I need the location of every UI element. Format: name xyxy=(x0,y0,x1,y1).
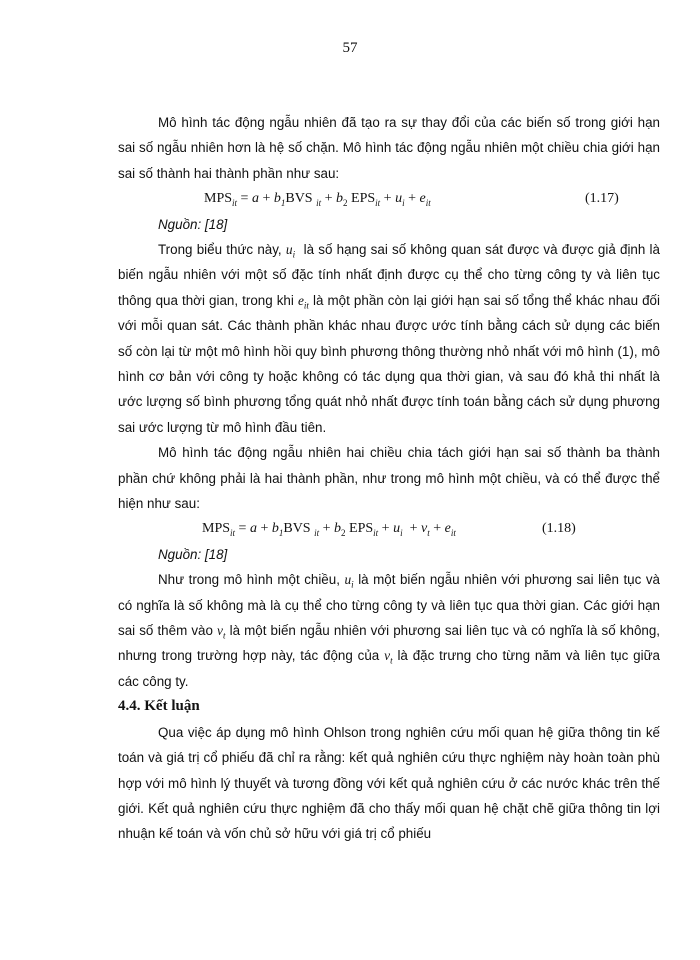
equation-number: (1.17) xyxy=(585,191,619,207)
source-citation: Nguồn: [18] xyxy=(158,546,228,562)
page-number: 57 xyxy=(342,40,358,56)
paragraph-conclusion: Qua việc áp dụng mô hình Ohlson trong nghiên cứu mối quan hệ giữa thông tin kế toán và giá trị cổ phiếu đã chỉ ra rằng: kết quả nghiên cứu thực nghiệm này hoàn toàn phù hợp với mô hình lý thuyết và tương đồng với kết quả nghiên cứu ở các nước khác trên thế giới. Kết quả nghiên cứu thực nghiệm đã cho thấy mối quan hệ chặt chẽ giữa thông tin lợi nhuận kế toán và vốn chủ sở hữu với giá trị cổ phiếu xyxy=(118,724,660,842)
paragraph-one-way-comparison: Như trong mô hình một chiều, $u_i$ là một biến ngẫu nhiên với phương sai liên tục và có nghĩa là số không mà là cụ thể cho từng công ty và liên tục qua thời gian. Các giới hạn sai số thêm vào $v_t$ là một biến ngẫu nhiên với phương sai liên tục và có nghĩa là số không, nhưng trong trường hợp này, tác động của $v_t$ là đặc trưng cho từng năm và liên tục giữa các công ty. xyxy=(118,572,661,689)
formula-1-18 xyxy=(118,516,660,541)
paragraph-random-effects-intro: Mô hình tác động ngẫu nhiên đã tạo ra sự thay đổi của các biến số trong giới hạn sai số ngẫu nhiên hơn là hệ số chặn. Mô hình tác động ngẫu nhiên một chiều chia giới hạn sai số thành hai thành phần như sau: xyxy=(118,115,660,181)
paragraph-two-way-model: Mô hình tác động ngẫu nhiên hai chiều chia tách giới hạn sai số thành ba thành phần chứ không phải là hai thành phần, như trong mô hình một chiều, và có thể được thể hiện như sau: xyxy=(118,445,660,512)
section-heading-conclusion: 4.4. Kết luận xyxy=(118,698,200,715)
formula-expression: $MPS_{it} = a + b_1BVS$ $_{it} + b_2$ $EPS_{it} + u_i + e_{it}$ xyxy=(204,191,431,209)
formula-1-17 xyxy=(118,186,660,211)
equation-number: (1.18) xyxy=(542,521,576,537)
source-citation: Nguồn: [18] xyxy=(158,216,228,232)
formula-expression: $MPS_{it} = a + b_1BVS$ $_{it} + b_2$ $EPS_{it} + u_i + v_t + e_{it}$ xyxy=(202,521,456,539)
paragraph-expression-explanation: Trong biểu thức này, $u_i$ là số hạng sai số không quan sát được và được giả định là biến ngẫu nhiên với một số đặc tính nhất định được cụ thể cho từng công ty và liên tục thông qua thời gian, trong khi $e_{it}$ là một phần còn lại giới hạn sai số tổng thể khác nhau đối với mỗi quan sát. Các thành phần khác nhau được ước tính bằng cách sử dụng các biến số còn lại từ một mô hình hồi quy bình phương thông thường nhỏ nhất với mô hình (1), mô hình cơ bản với công ty hoặc không có tác dụng qua thời gian, và sau đó khả thi nhất là ước lượng số bình phương tổng quát nhỏ nhất được tính toán bằng cách sử dụng phương sai ước lượng từ mô hình đầu tiên. xyxy=(118,242,660,435)
document-body xyxy=(118,110,660,847)
